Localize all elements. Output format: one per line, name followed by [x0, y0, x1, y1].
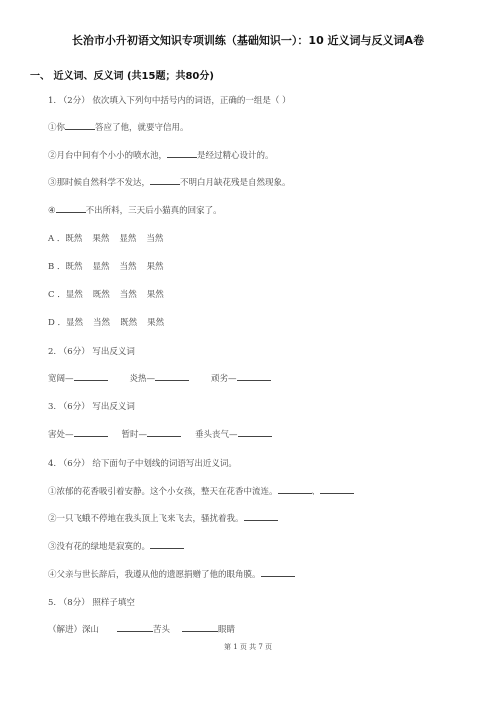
- q4-s1-text: ①浓郁的花香吸引着安静。这个小女孩，整天在花香中流连。: [48, 487, 278, 497]
- option-letter: B ．: [48, 262, 66, 272]
- q1-s1-post: 答应了他，就要守信用。: [95, 123, 189, 133]
- answer-blank[interactable]: [238, 428, 272, 437]
- option-word: 既然: [120, 318, 138, 328]
- answer-blank[interactable]: [237, 372, 271, 381]
- q3-word-1: 害处—: [48, 430, 74, 440]
- q2-answers: [48, 372, 271, 384]
- page-title: 长治市小升初语文知识专项训练（基础知识一）：10 近义词与反义词A卷: [71, 34, 425, 47]
- option-letter: D ．: [48, 318, 67, 328]
- q3-answers: [48, 428, 272, 440]
- answer-blank[interactable]: [74, 428, 108, 437]
- q1-sentence-4: [48, 204, 222, 216]
- option-word: 当然: [119, 262, 137, 272]
- option-b[interactable]: [48, 260, 174, 272]
- answer-blank[interactable]: [182, 623, 218, 632]
- q1-s3-post: 不明白月缺花残是自然现象。: [180, 178, 291, 188]
- answer-blank[interactable]: [261, 568, 295, 577]
- section-heading: 一、 近义词、反义词 (共15题；共80分): [30, 71, 214, 82]
- answer-blank[interactable]: [150, 176, 180, 185]
- q3-word-2: 暂时—: [121, 430, 148, 440]
- option-word: 果然: [92, 234, 110, 244]
- option-word: 果然: [147, 318, 165, 328]
- q2-word-1: 宽阔—: [48, 374, 74, 384]
- answer-blank[interactable]: [117, 623, 153, 632]
- option-a[interactable]: [48, 232, 173, 244]
- answer-blank[interactable]: [56, 204, 86, 213]
- q1-s4-pre: ④: [48, 206, 56, 216]
- answer-blank[interactable]: [65, 121, 95, 130]
- q1-s4-post: 不出所料，三天后小猫真的回家了。: [85, 206, 222, 216]
- page-footer: 第 1 页 共 7 页: [223, 643, 273, 651]
- question-2-stem: 2. （6分） 写出反义词: [48, 347, 135, 357]
- q1-sentence-1: [48, 121, 189, 133]
- q1-s2-post: 是经过精心设计的。: [197, 151, 274, 161]
- q1-s1-pre: ①你: [48, 123, 66, 133]
- option-word: 显然: [66, 318, 84, 328]
- q1-s3-pre: ③那时候自然科学不发达，: [48, 178, 151, 188]
- q4-s2-text: ②一只飞蛾不停地在我头顶上飞来飞去，骚扰着我。: [48, 514, 244, 524]
- q4-sentence-2: [48, 512, 278, 524]
- question-4-stem: 4. （6分） 给下面句子中划线的词语写出近义词。: [48, 459, 237, 469]
- option-word: 既然: [65, 262, 83, 272]
- option-word: 果然: [146, 262, 164, 272]
- q4-s3-text: ③没有花的绿地是寂寞的。: [48, 542, 151, 552]
- option-word: 既然: [65, 234, 83, 244]
- option-word: 显然: [65, 290, 83, 300]
- option-c[interactable]: [48, 288, 174, 300]
- option-word: 当然: [93, 318, 111, 328]
- q4-sentence-1: [48, 485, 354, 497]
- q5-word-3: 眼睛: [218, 625, 236, 635]
- option-word: 显然: [92, 262, 110, 272]
- answer-blank[interactable]: [320, 485, 354, 494]
- q1-sentence-2: [48, 149, 274, 161]
- answer-blank[interactable]: [278, 485, 312, 494]
- answer-blank[interactable]: [167, 149, 197, 158]
- q2-word-2: 炎热—: [129, 374, 156, 384]
- answer-blank[interactable]: [74, 372, 108, 381]
- q5-example: （解进）深山: [48, 625, 100, 635]
- option-word: 当然: [146, 234, 164, 244]
- q1-s2-pre: ②月台中间有个小小的喷水池，: [48, 151, 168, 161]
- question-3-stem: 3. （6分） 写出反义词: [48, 402, 135, 412]
- q5-word-2: 苦头: [153, 625, 171, 635]
- question-1-stem: 1. （2分） 依次填入下列句中括号内的词语，正确的一组是（ ）: [48, 96, 291, 106]
- q1-sentence-3: [48, 176, 291, 188]
- option-word: 显然: [119, 234, 137, 244]
- option-word: 当然: [119, 290, 137, 300]
- option-word: 果然: [146, 290, 164, 300]
- q5-answers: [48, 623, 235, 635]
- option-letter: A ．: [48, 234, 66, 244]
- answer-blank[interactable]: [150, 540, 184, 549]
- q4-sentence-4: [48, 568, 295, 580]
- q4-s4-text: ④父亲与世长辞后，我遵从他的遗愿捐赠了他的眼角膜。: [48, 570, 261, 580]
- answer-blank[interactable]: [155, 372, 189, 381]
- q3-word-3: 垂头丧气—: [195, 430, 238, 440]
- question-5-stem: 5. （8分） 照样子填空: [48, 598, 135, 608]
- option-d[interactable]: [48, 316, 174, 328]
- option-word: 既然: [92, 290, 110, 300]
- q2-word-3: 顽劣—: [211, 374, 237, 384]
- answer-blank[interactable]: [244, 512, 278, 521]
- option-letter: C ．: [48, 290, 66, 300]
- q4-sentence-3: [48, 540, 184, 552]
- answer-blank[interactable]: [147, 428, 181, 437]
- separator: 、: [311, 487, 321, 497]
